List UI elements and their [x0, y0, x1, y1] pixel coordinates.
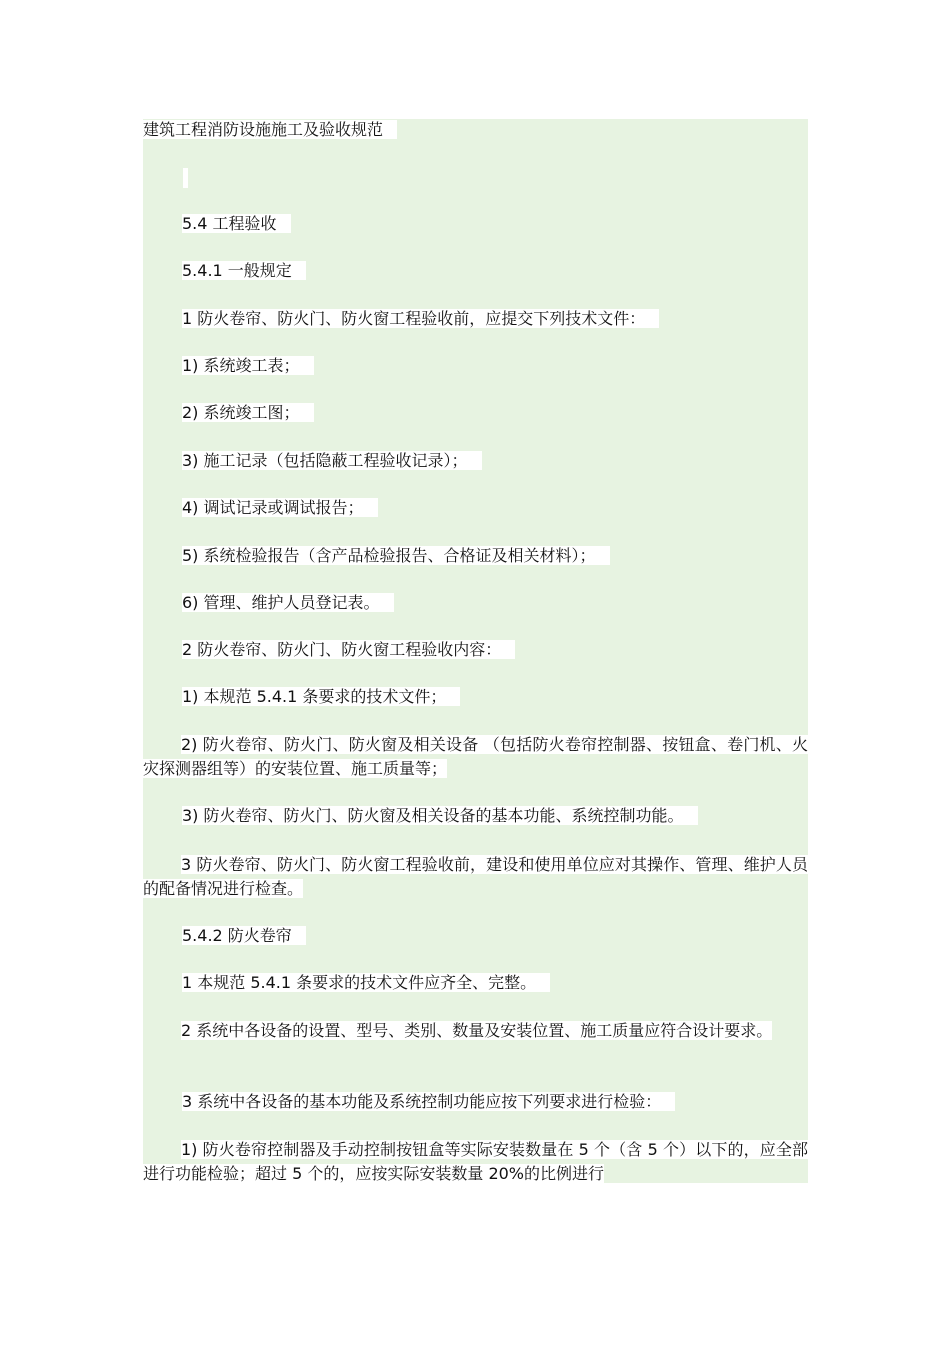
document-title: 建筑工程消防设施施工及验收规范 — [143, 119, 397, 141]
document-body — [143, 119, 808, 1183]
list-item: 3) 施工记录（包括隐蔽工程验收记录）； — [182, 450, 482, 472]
list-item-multiline: 2) 防火卷帘、防火门、防火窗及相关设备 （包括防火卷帘控制器、按钮盒、卷门机、火灾探测器组等）的安装位置、施工质量等； — [143, 735, 808, 778]
subsection-heading-fire-shutter: 5.4.2 防火卷帘 — [182, 925, 306, 947]
list-item: 6) 管理、维护人员登记表。 — [182, 592, 394, 614]
list-item: 5) 系统检验报告（含产品检验报告、合格证及相关材料）； — [182, 545, 610, 567]
list-item: 4) 调试记录或调试报告； — [182, 497, 378, 519]
text-cursor-mark — [183, 168, 188, 188]
requirement-2: 2 系统中各设备的设置、型号、类别、数量及安装位置、施工质量应符合设计要求。 — [181, 1021, 773, 1040]
requirement-3-item-1: 1) 防火卷帘控制器及手动控制按钮盒等实际安装数量在 5 个（含 5 个）以下的，应全部进行功能检验；超过 5 个的，应按实际安装数量 20%的比例进行 — [143, 1140, 808, 1183]
list-item: 1) 系统竣工表； — [182, 355, 314, 377]
item-1-intro: 1 防火卷帘、防火门、防火窗工程验收前，应提交下列技术文件： — [182, 308, 659, 330]
requirement-1: 1 本规范 5.4.1 条要求的技术文件应齐全、完整。 — [182, 972, 550, 994]
item-2-intro: 2 防火卷帘、防火门、防火窗工程验收内容： — [182, 639, 515, 661]
subsection-heading-general: 5.4.1 一般规定 — [182, 260, 306, 282]
section-heading: 5.4 工程验收 — [182, 213, 291, 235]
list-item: 1) 本规范 5.4.1 条要求的技术文件； — [182, 686, 460, 708]
requirement-3: 3 系统中各设备的基本功能及系统控制功能应按下列要求进行检验： — [182, 1091, 675, 1113]
item-3-paragraph: 3 防火卷帘、防火门、防火窗工程验收前，建设和使用单位应对其操作、管理、维护人员的配备情况进行检查。 — [143, 855, 808, 898]
list-item: 2) 系统竣工图； — [182, 402, 314, 424]
list-item: 3) 防火卷帘、防火门、防火窗及相关设备的基本功能、系统控制功能。 — [182, 805, 698, 827]
